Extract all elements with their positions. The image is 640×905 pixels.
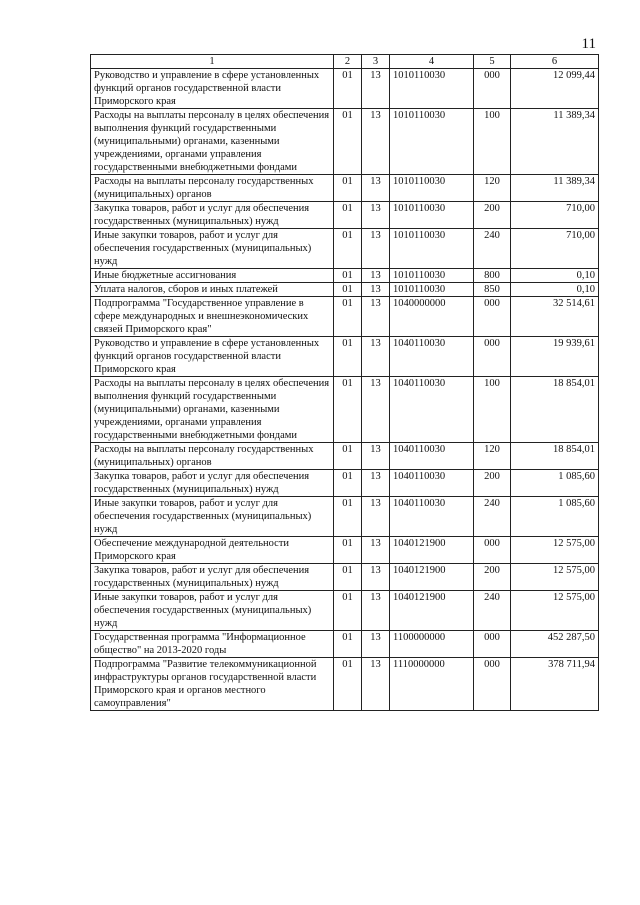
row-target-article-cell: 1040110030 bbox=[390, 377, 474, 443]
row-target-article-cell: 1040121900 bbox=[390, 591, 474, 631]
row-expense-type-cell: 100 bbox=[474, 377, 511, 443]
row-section-cell: 01 bbox=[334, 337, 362, 377]
table-row bbox=[91, 269, 599, 283]
row-subsection-cell: 13 bbox=[362, 269, 390, 283]
table-row bbox=[91, 591, 599, 631]
row-name-cell: Подпрограмма "Развитие телекоммуникационной инфраструктуры органов государственной власти Приморского края и органов местного самоуправления" bbox=[91, 658, 334, 711]
row-target-article-cell: 1010110030 bbox=[390, 269, 474, 283]
row-name-cell: Расходы на выплаты персоналу в целях обеспечения выполнения функций государственными (муниципальными) органами, казенными учреждениями, органами управления государственными внебюджетными фондами bbox=[91, 377, 334, 443]
row-amount-cell: 1 085,60 bbox=[511, 497, 599, 537]
row-name-cell: Обеспечение международной деятельности Приморского края bbox=[91, 537, 334, 564]
row-section-cell: 01 bbox=[334, 443, 362, 470]
table-row bbox=[91, 658, 599, 711]
row-amount-cell: 710,00 bbox=[511, 229, 599, 269]
row-subsection-cell: 13 bbox=[362, 297, 390, 337]
row-name-cell: Расходы на выплаты персоналу в целях обеспечения выполнения функций государственными (муниципальными) органами, казенными учреждениями, органами управления государственными внебюджетными фондами bbox=[91, 109, 334, 175]
table-row bbox=[91, 377, 599, 443]
table-row bbox=[91, 470, 599, 497]
row-expense-type-cell: 120 bbox=[474, 443, 511, 470]
row-target-article-cell: 1040110030 bbox=[390, 443, 474, 470]
row-expense-type-cell: 100 bbox=[474, 109, 511, 175]
row-subsection-cell: 13 bbox=[362, 109, 390, 175]
row-expense-type-cell: 850 bbox=[474, 283, 511, 297]
row-expense-type-cell: 200 bbox=[474, 202, 511, 229]
row-subsection-cell: 13 bbox=[362, 591, 390, 631]
row-subsection-cell: 13 bbox=[362, 283, 390, 297]
header-col-1: 1 bbox=[91, 55, 334, 69]
page-number: 11 bbox=[581, 36, 596, 52]
row-name-cell: Расходы на выплаты персоналу государственных (муниципальных) органов bbox=[91, 443, 334, 470]
row-subsection-cell: 13 bbox=[362, 69, 390, 109]
row-name-cell: Закупка товаров, работ и услуг для обеспечения государственных (муниципальных) нужд bbox=[91, 202, 334, 229]
row-target-article-cell: 1040110030 bbox=[390, 337, 474, 377]
row-name-cell: Иные закупки товаров, работ и услуг для обеспечения государственных (муниципальных) нужд bbox=[91, 229, 334, 269]
row-name-cell: Расходы на выплаты персоналу государственных (муниципальных) органов bbox=[91, 175, 334, 202]
row-expense-type-cell: 000 bbox=[474, 337, 511, 377]
row-subsection-cell: 13 bbox=[362, 564, 390, 591]
row-section-cell: 01 bbox=[334, 283, 362, 297]
row-name-cell: Руководство и управление в сфере установленных функций органов государственной власти Приморского края bbox=[91, 69, 334, 109]
row-target-article-cell: 1040110030 bbox=[390, 470, 474, 497]
row-expense-type-cell: 240 bbox=[474, 229, 511, 269]
table-row bbox=[91, 564, 599, 591]
row-target-article-cell: 1040000000 bbox=[390, 297, 474, 337]
row-section-cell: 01 bbox=[334, 497, 362, 537]
row-amount-cell: 19 939,61 bbox=[511, 337, 599, 377]
table-row bbox=[91, 443, 599, 470]
table-row bbox=[91, 537, 599, 564]
header-col-6: 6 bbox=[511, 55, 599, 69]
row-subsection-cell: 13 bbox=[362, 175, 390, 202]
header-col-5: 5 bbox=[474, 55, 511, 69]
row-name-cell: Иные закупки товаров, работ и услуг для обеспечения государственных (муниципальных) нужд bbox=[91, 591, 334, 631]
row-subsection-cell: 13 bbox=[362, 537, 390, 564]
row-amount-cell: 18 854,01 bbox=[511, 377, 599, 443]
row-section-cell: 01 bbox=[334, 269, 362, 283]
row-name-cell: Подпрограмма "Государственное управление в сфере международных и внешнеэкономических связей Приморского края" bbox=[91, 297, 334, 337]
row-section-cell: 01 bbox=[334, 470, 362, 497]
row-target-article-cell: 1100000000 bbox=[390, 631, 474, 658]
row-target-article-cell: 1110000000 bbox=[390, 658, 474, 711]
row-section-cell: 01 bbox=[334, 69, 362, 109]
table-row bbox=[91, 283, 599, 297]
row-name-cell: Руководство и управление в сфере установленных функций органов государственной власти Приморского края bbox=[91, 337, 334, 377]
row-amount-cell: 11 389,34 bbox=[511, 109, 599, 175]
table-row bbox=[91, 631, 599, 658]
row-expense-type-cell: 800 bbox=[474, 269, 511, 283]
row-expense-type-cell: 000 bbox=[474, 658, 511, 711]
table-row bbox=[91, 109, 599, 175]
row-subsection-cell: 13 bbox=[362, 631, 390, 658]
header-col-3: 3 bbox=[362, 55, 390, 69]
row-subsection-cell: 13 bbox=[362, 443, 390, 470]
row-subsection-cell: 13 bbox=[362, 658, 390, 711]
row-amount-cell: 12 575,00 bbox=[511, 591, 599, 631]
row-subsection-cell: 13 bbox=[362, 470, 390, 497]
row-amount-cell: 32 514,61 bbox=[511, 297, 599, 337]
row-target-article-cell: 1010110030 bbox=[390, 69, 474, 109]
row-expense-type-cell: 240 bbox=[474, 591, 511, 631]
row-amount-cell: 378 711,94 bbox=[511, 658, 599, 711]
row-amount-cell: 452 287,50 bbox=[511, 631, 599, 658]
row-amount-cell: 11 389,34 bbox=[511, 175, 599, 202]
row-amount-cell: 12 099,44 bbox=[511, 69, 599, 109]
row-name-cell: Иные бюджетные ассигнования bbox=[91, 269, 334, 283]
table-row bbox=[91, 202, 599, 229]
row-amount-cell: 0,10 bbox=[511, 269, 599, 283]
row-name-cell: Государственная программа "Информационное общество" на 2013-2020 годы bbox=[91, 631, 334, 658]
table-body bbox=[91, 69, 599, 711]
row-expense-type-cell: 000 bbox=[474, 297, 511, 337]
row-expense-type-cell: 240 bbox=[474, 497, 511, 537]
row-subsection-cell: 13 bbox=[362, 229, 390, 269]
row-amount-cell: 18 854,01 bbox=[511, 443, 599, 470]
row-name-cell: Закупка товаров, работ и услуг для обеспечения государственных (муниципальных) нужд bbox=[91, 564, 334, 591]
row-amount-cell: 710,00 bbox=[511, 202, 599, 229]
row-section-cell: 01 bbox=[334, 377, 362, 443]
row-target-article-cell: 1010110030 bbox=[390, 202, 474, 229]
row-section-cell: 01 bbox=[334, 658, 362, 711]
row-expense-type-cell: 000 bbox=[474, 69, 511, 109]
row-amount-cell: 12 575,00 bbox=[511, 537, 599, 564]
row-subsection-cell: 13 bbox=[362, 202, 390, 229]
header-col-2: 2 bbox=[334, 55, 362, 69]
row-subsection-cell: 13 bbox=[362, 377, 390, 443]
budget-table bbox=[90, 54, 599, 711]
row-target-article-cell: 1010110030 bbox=[390, 175, 474, 202]
row-section-cell: 01 bbox=[334, 537, 362, 564]
row-target-article-cell: 1040110030 bbox=[390, 497, 474, 537]
table-row bbox=[91, 69, 599, 109]
row-target-article-cell: 1010110030 bbox=[390, 229, 474, 269]
row-target-article-cell: 1010110030 bbox=[390, 109, 474, 175]
header-col-4: 4 bbox=[390, 55, 474, 69]
row-section-cell: 01 bbox=[334, 631, 362, 658]
row-section-cell: 01 bbox=[334, 109, 362, 175]
row-target-article-cell: 1040121900 bbox=[390, 564, 474, 591]
row-target-article-cell: 1010110030 bbox=[390, 283, 474, 297]
row-name-cell: Уплата налогов, сборов и иных платежей bbox=[91, 283, 334, 297]
table-header-row bbox=[91, 55, 599, 69]
table-row bbox=[91, 175, 599, 202]
row-expense-type-cell: 200 bbox=[474, 564, 511, 591]
row-section-cell: 01 bbox=[334, 297, 362, 337]
row-expense-type-cell: 000 bbox=[474, 537, 511, 564]
row-subsection-cell: 13 bbox=[362, 497, 390, 537]
row-subsection-cell: 13 bbox=[362, 337, 390, 377]
row-amount-cell: 12 575,00 bbox=[511, 564, 599, 591]
row-name-cell: Иные закупки товаров, работ и услуг для обеспечения государственных (муниципальных) нужд bbox=[91, 497, 334, 537]
row-name-cell: Закупка товаров, работ и услуг для обеспечения государственных (муниципальных) нужд bbox=[91, 470, 334, 497]
row-section-cell: 01 bbox=[334, 229, 362, 269]
row-section-cell: 01 bbox=[334, 202, 362, 229]
row-amount-cell: 0,10 bbox=[511, 283, 599, 297]
table-row bbox=[91, 337, 599, 377]
table-row bbox=[91, 229, 599, 269]
table-row bbox=[91, 497, 599, 537]
table-row bbox=[91, 297, 599, 337]
row-expense-type-cell: 120 bbox=[474, 175, 511, 202]
row-expense-type-cell: 200 bbox=[474, 470, 511, 497]
row-target-article-cell: 1040121900 bbox=[390, 537, 474, 564]
row-amount-cell: 1 085,60 bbox=[511, 470, 599, 497]
row-expense-type-cell: 000 bbox=[474, 631, 511, 658]
row-section-cell: 01 bbox=[334, 564, 362, 591]
row-section-cell: 01 bbox=[334, 175, 362, 202]
row-section-cell: 01 bbox=[334, 591, 362, 631]
